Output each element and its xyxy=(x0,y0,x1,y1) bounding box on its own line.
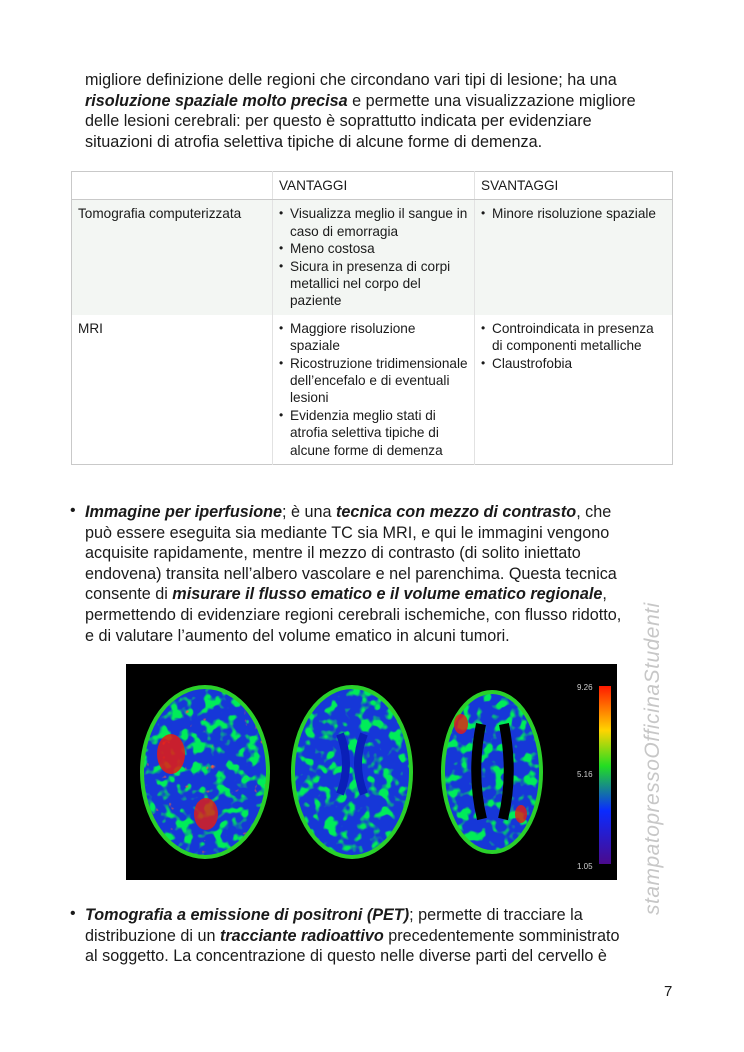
pet-term: Tomografia a emissione di positroni (PET) xyxy=(85,906,410,924)
pet-emphasis: tracciante radioattivo xyxy=(219,926,384,945)
perfusion-line-6: permettendo di evidenziare regioni cerebrali ischemiche, con flusso ridotto, xyxy=(85,605,622,624)
pet-text: precedentemente somministrato xyxy=(383,926,620,945)
intro-line-4: situazioni di atrofia selettiva tipiche di alcune forme di demenza. xyxy=(85,132,543,151)
page-number: 7 xyxy=(664,983,673,1000)
watermark-text: stampatopressoOfficinaStudenti xyxy=(641,602,664,915)
perfusion-emphasis: misurare il flusso ematico e il volume ematico regionale xyxy=(172,585,603,604)
perfusion-line-2: può essere eseguita sia mediante TC sia MRI, e qui le immagini vengono xyxy=(85,523,610,542)
list-item: • Maggiore risoluzione spaziale xyxy=(279,320,468,355)
intro-line-1: migliore definizione delle regioni che circondano vari tipi di lesione; ha una xyxy=(85,71,617,89)
table-header-row xyxy=(72,172,673,200)
cons-cell xyxy=(475,315,673,465)
pet-line-1 xyxy=(85,905,675,926)
cons-cell xyxy=(475,200,673,315)
color-scale-bar xyxy=(599,686,611,864)
brain-scan-svg xyxy=(126,664,617,880)
pros-cell xyxy=(273,200,475,315)
perfusion-text: ; è una xyxy=(282,503,337,521)
perfusion-line-1 xyxy=(85,502,675,523)
comparison-table xyxy=(71,171,673,465)
perfusion-line-3: acquisite rapidamente, mentre il mezzo di contrasto (di solito iniettato xyxy=(85,544,581,563)
table-row xyxy=(72,200,673,315)
perfusion-paragraph xyxy=(85,502,675,646)
bullet-glyph: • xyxy=(70,905,76,922)
perfusion-line-5 xyxy=(85,584,675,605)
pet-text: ; permette di tracciare la xyxy=(409,906,583,924)
pet-paragraph xyxy=(85,905,675,967)
intro-line-3: delle lesioni cerebrali: per questo è soprattutto indicata per evidenziare xyxy=(85,112,592,131)
intro-emphasis: risoluzione spaziale molto precisa xyxy=(85,91,348,110)
list-item: • Claustrofobia xyxy=(481,355,666,372)
scale-max-label: 9.26 xyxy=(577,683,593,692)
row-label: Tomografia computerizzata xyxy=(72,200,273,315)
pet-text: distribuzione di un xyxy=(85,926,220,945)
list-item: • Visualizza meglio il sangue in caso di emorragia xyxy=(279,205,468,240)
perfusion-term: Immagine per iperfusione xyxy=(85,503,282,521)
intro-line-2-rest: e permette una visualizzazione migliore xyxy=(347,91,636,110)
perfusion-line-7: e di valutare l’aumento del volume ematico in alcuni tumori. xyxy=(85,626,510,645)
list-item: • Sicura in presenza di corpi metallici nel corpo del paziente xyxy=(279,258,468,310)
pros-cell xyxy=(273,315,475,465)
row-label: MRI xyxy=(72,315,273,465)
scale-mid-label: 5.16 xyxy=(577,770,593,779)
list-item: • Meno costosa xyxy=(279,240,468,257)
list-item: • Controindicata in presenza di componenti metalliche xyxy=(481,320,666,355)
list-item: • Minore risoluzione spaziale xyxy=(481,205,666,222)
table-row xyxy=(72,315,673,465)
header-vantaggi: VANTAGGI xyxy=(273,172,475,200)
brain-perfusion-image xyxy=(126,664,617,880)
bullet-glyph: • xyxy=(70,502,76,519)
header-empty xyxy=(72,172,273,200)
intro-line-2 xyxy=(85,91,675,112)
intro-paragraph xyxy=(85,70,675,152)
perfusion-text: , che xyxy=(576,503,612,521)
list-item: • Evidenzia meglio stati di atrofia selettiva tipiche di alcune forme di demenza xyxy=(279,407,468,459)
perfusion-text: , xyxy=(602,585,607,604)
pet-line-3: al soggetto. La concentrazione di questo nelle diverse parti del cervello è xyxy=(85,947,607,966)
perfusion-line-4: endovena) transita nell’albero vascolare e nel parenchima. Questa tecnica xyxy=(85,564,617,583)
list-item: • Ricostruzione tridimensionale dell’encefalo e di eventuali lesioni xyxy=(279,355,468,407)
header-svantaggi: SVANTAGGI xyxy=(475,172,673,200)
scale-min-label: 1.05 xyxy=(577,862,593,871)
perfusion-emphasis: tecnica con mezzo di contrasto xyxy=(336,503,577,521)
perfusion-text: consente di xyxy=(85,585,173,604)
pet-line-2 xyxy=(85,926,675,947)
